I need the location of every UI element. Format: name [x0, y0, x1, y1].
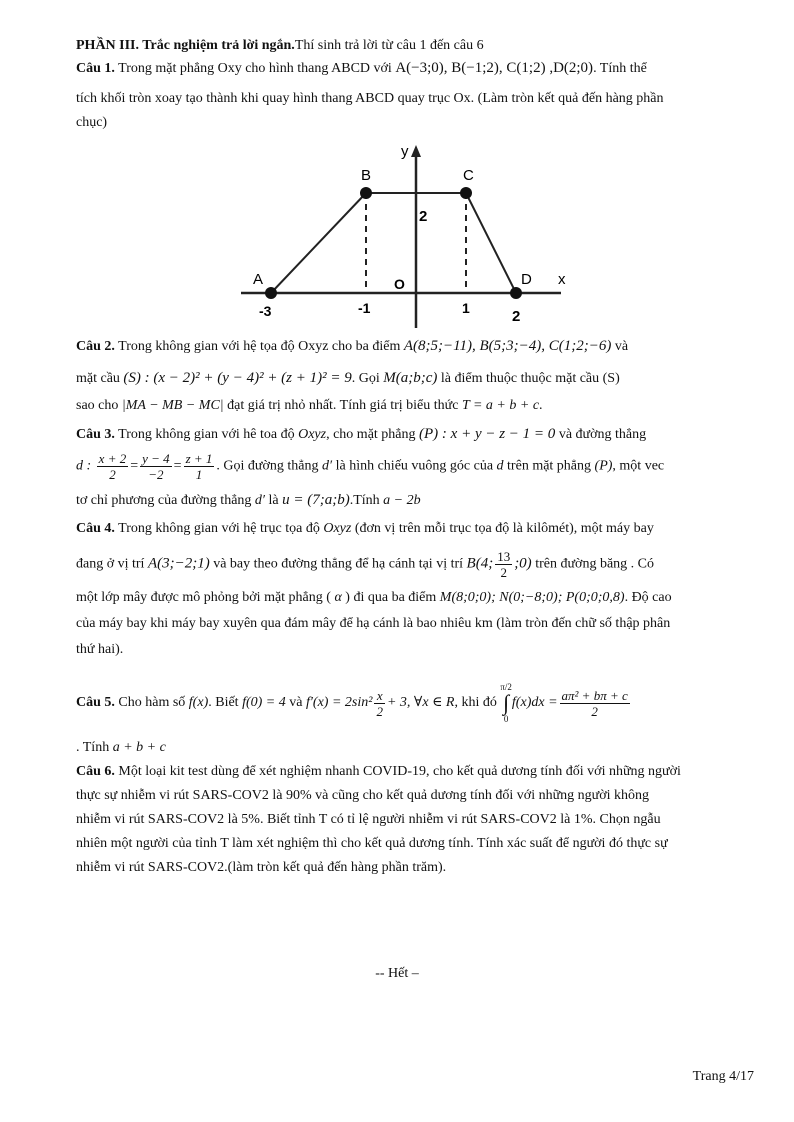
integral-body: f(x)dx =	[511, 695, 558, 711]
exam-page	[76, 36, 756, 878]
derivative: f′(x) = 2sin²	[305, 695, 373, 711]
fraction-x-num: x + 2	[98, 451, 127, 466]
result-fraction	[560, 688, 630, 719]
fraction-13-2	[495, 549, 512, 580]
question-1	[76, 58, 756, 79]
q2-text: . Gọi	[351, 371, 384, 386]
q2-text: Trong không gian với hệ tọa độ Oxyz cho ba điểm	[114, 339, 404, 354]
section-title: PHẦN III. Trắc nghiệm trả lời ngắn.	[76, 38, 295, 53]
point-d	[510, 287, 522, 299]
q4-text: ) đi qua ba điểm	[341, 590, 440, 605]
sphere-equation: (S) : (x − 2)² + (y − 4)² + (z + 1)² = 9	[123, 370, 352, 386]
q2-text: .	[539, 398, 543, 413]
q2-target: T = a + b + c	[461, 398, 540, 413]
q2-text: và	[611, 339, 629, 354]
trapezoid-graph	[241, 143, 591, 338]
q3-text: là hình chiếu vuông góc của	[332, 458, 497, 474]
vector-expression: |MA − MB − MC|	[121, 398, 224, 413]
q3-text: Trong không gian với hê toa độ	[114, 427, 299, 442]
q4-label: Câu 4.	[76, 521, 115, 536]
q1-text: . Tính thể	[593, 61, 647, 76]
cloud-points: M(8;0;0); N(0;−8;0); P(0;0;0,8)	[439, 590, 625, 605]
q2-line-3	[76, 396, 756, 416]
derivative-tail: + 3	[386, 695, 407, 711]
question-6	[76, 762, 756, 782]
q5-text: , khi đó	[454, 695, 501, 711]
point-c	[460, 187, 472, 199]
line-d: d	[496, 458, 504, 474]
q1-label: Câu 1.	[76, 61, 115, 76]
q5-label: Câu 5.	[76, 695, 115, 711]
question-2	[76, 336, 756, 357]
q2-points: A(8;5;−11), B(5;3;−4), C(1;2;−6)	[403, 338, 612, 354]
fraction-y-den: −2	[148, 467, 164, 482]
fraction-den: 2	[500, 565, 507, 580]
q6-label: Câu 6.	[76, 764, 115, 779]
q1-line-2: tích khối tròn xoay tạo thành khi quay hình thang ABCD quay trục Ox. (Làm tròn kết quả đến hàng phần	[76, 91, 664, 106]
q5-text: Cho hàm số	[114, 695, 189, 711]
section-header	[76, 36, 756, 56]
label-a: A	[253, 271, 264, 288]
edge-cd	[466, 193, 516, 293]
q3-target: a − 2b	[383, 493, 421, 508]
tick-label-m3: -3	[259, 303, 272, 319]
page-number: Trang 4/17	[692, 1069, 754, 1084]
q5-line-2	[76, 738, 756, 758]
q4-line-4: của máy bay khi máy bay xuyên qua đám mây để hạ cánh là bao nhiêu km (làm tròn đến chữ số thập phân	[76, 616, 671, 631]
q3-text: , một vec	[612, 458, 665, 474]
end-marker: -- Hết –	[375, 966, 419, 981]
point-a	[265, 287, 277, 299]
q2-text: đạt giá trị nhỏ nhất. Tính giá trị biểu thức	[223, 398, 462, 413]
q6-text: Một loại kit test dùng để xét nghiệm nhanh COVID-19, cho kết quả dương tính đối với những người	[114, 764, 681, 779]
q4-text: Trong không gian với hệ trục tọa độ	[114, 521, 324, 536]
q5-text: . Biết	[208, 695, 243, 711]
q6-line-5: nhiễm vi rút SARS-COV2.(làm tròn kết quả đến hàng phần trăm).	[76, 860, 447, 875]
label-b: B	[361, 167, 372, 184]
trapezoid-figure	[241, 143, 591, 338]
q3-line-3	[76, 490, 756, 511]
fraction-x-2	[374, 688, 385, 719]
q1-line-3: chục)	[76, 115, 108, 130]
label-origin: O	[394, 276, 405, 292]
q4-text: một lớp mây được mô phỏng bởi mặt phẳng (	[76, 590, 335, 605]
fraction-z-num: z + 1	[185, 451, 213, 466]
q2-text: là điểm thuộc thuộc mặt cầu (S)	[437, 371, 620, 386]
plane-alpha: α	[334, 590, 342, 605]
label-d: D	[521, 271, 532, 288]
label-x: x	[558, 271, 566, 288]
point-m: M(a;b;c)	[383, 370, 438, 386]
fraction-z	[184, 451, 215, 482]
q4-text: . Độ cao	[624, 590, 672, 605]
line-dprime: d′	[322, 458, 333, 474]
label-c: C	[463, 167, 474, 184]
q4-text: và bay theo đường thẳng để hạ cánh tại vị trí	[209, 556, 467, 572]
fraction-num: aπ² + bπ + c	[561, 687, 628, 703]
q5-text: . Tính	[76, 740, 113, 755]
q3-text: trên mặt phẳng	[503, 458, 595, 474]
fraction-x-den: 2	[109, 467, 116, 482]
fraction-den: 2	[376, 703, 383, 719]
fraction-den: 2	[591, 703, 598, 719]
function-f: f(x)	[188, 695, 209, 711]
q5-text: , ∀x ∈ R	[406, 695, 455, 711]
q3-text: tơ chỉ phương của đường thẳng	[76, 493, 255, 508]
q3-text: .Tính	[349, 493, 384, 508]
section-note: Thí sinh trả lời từ câu 1 đến câu 6	[294, 38, 484, 53]
q3-line-2: d : $\frac{x + 2}{2}$ = $\frac{y - 4}{-2}$ = $\frac{z + 1}{1}$ . Gọi đường thẳng d′ là hình chiếu vuông góc của d trên mặt phẳng (P), một vec	[76, 451, 665, 482]
f-zero: f(0) = 4	[242, 695, 286, 711]
plane-p: (P)	[594, 458, 613, 474]
fraction-y	[140, 451, 172, 482]
q2-line-2	[76, 368, 756, 389]
q1-text: Trong mặt phẳng Oxy cho hình thang ABCD với	[114, 61, 396, 76]
edge-ab	[271, 193, 366, 293]
q5-text: và	[285, 695, 306, 711]
q2-text: mặt cầu	[76, 371, 124, 386]
q4-text: (đơn vị trên mỗi trục tọa độ là kilômét), một máy bay	[351, 521, 654, 536]
question-5	[76, 682, 756, 724]
q4-line-3	[76, 588, 756, 608]
label-y: y	[401, 143, 409, 160]
plane-equation: (P) : x + y − z − 1 = 0	[419, 426, 556, 442]
direction-vector: u = (7;a;b)	[282, 492, 350, 508]
fraction-num: x	[374, 688, 385, 704]
q6-line-2: thực sự nhiễm vi rút SARS-COV2 là 90% và cũng cho kết quả dương tính đối với những người không	[76, 788, 650, 803]
q4-oxyz: Oxyz	[323, 521, 352, 536]
fraction-y-num: y − 4	[142, 451, 170, 466]
q6-line-3: nhiễm vi rút SARS-COV2 là 5%. Biết tỉnh T có tỉ lệ người nhiễm vi rút SARS-COV2 là 1%. Chọn ngẫu	[76, 812, 661, 827]
position-b: B(4;	[466, 555, 494, 572]
q6-line-4: nhiên một người của tỉnh T làm xét nghiệm thì cho kết quả dương tính. Tính xác suất để người đó thực sự	[76, 836, 668, 851]
q4-line-2	[76, 549, 756, 580]
q4-line-5: thứ hai).	[76, 642, 124, 657]
label-height: 2	[419, 208, 428, 225]
q2-label: Câu 2.	[76, 339, 115, 354]
fraction-x	[97, 451, 129, 482]
q4-text: đang ở vị trí	[76, 556, 148, 572]
integral-lower: 0	[503, 714, 509, 724]
q3-text: là	[264, 493, 283, 508]
position-a: A(3;−2;1)	[147, 555, 210, 572]
q3-label: Câu 3.	[76, 427, 115, 442]
line-d-label: d :	[76, 458, 92, 474]
line-dprime: d′	[254, 493, 265, 508]
tick-label-1: 1	[462, 300, 470, 316]
y-axis-arrow	[411, 145, 421, 157]
fraction-num: 13	[497, 549, 511, 564]
q2-text: sao cho	[76, 398, 122, 413]
q3-oxyz: Oxyz	[298, 427, 327, 442]
point-b	[360, 187, 372, 199]
tick-label-m1: -1	[358, 300, 371, 316]
q3-text: , cho mặt phẳng	[326, 427, 420, 442]
q3-text: và đường thẳng	[555, 427, 647, 442]
tick-label-2: 2	[512, 308, 521, 325]
question-4	[76, 519, 756, 539]
position-b-end: ;0)	[514, 555, 532, 572]
q3-text: . Gọi đường thẳng	[216, 458, 323, 474]
q4-text: trên đường băng . Có	[531, 556, 654, 572]
integral-glyph: ∫	[503, 690, 510, 715]
integral-sign	[500, 682, 512, 724]
fraction-z-den: 1	[195, 467, 203, 482]
q5-target: a + b + c	[112, 740, 166, 755]
integral-upper: π/2	[500, 682, 512, 692]
question-3	[76, 424, 756, 445]
q1-points: A(−3;0), B(−1;2), C(1;2) ,D(2;0)	[395, 60, 594, 76]
